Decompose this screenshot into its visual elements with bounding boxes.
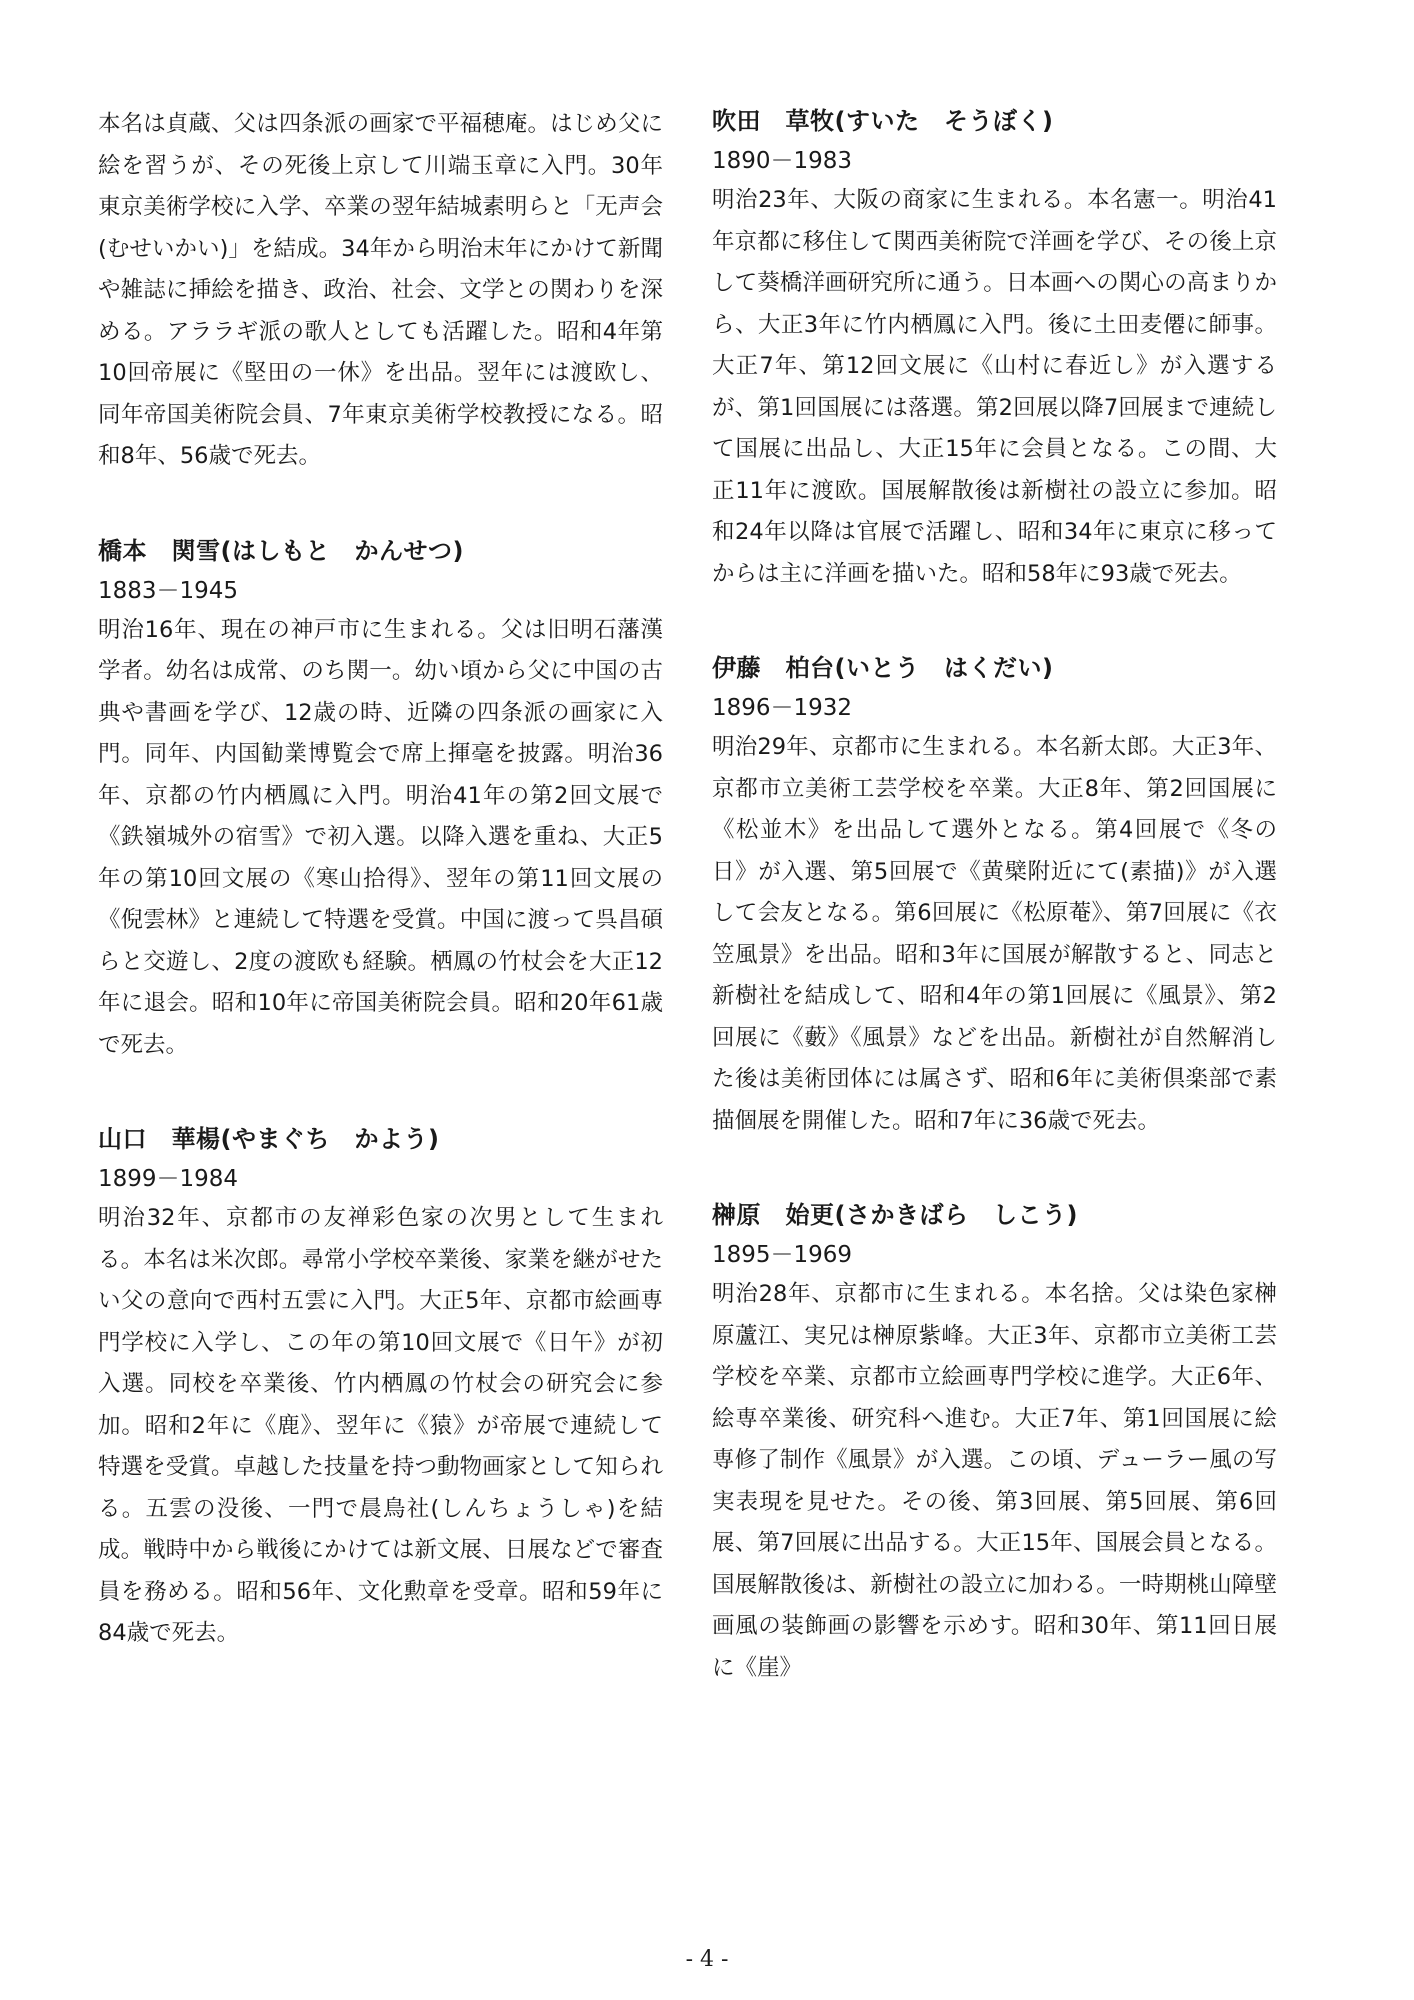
entry-ito-hakudai bbox=[712, 651, 1277, 1142]
entry-years: 1890－1983 bbox=[712, 148, 853, 174]
entry-body: 明治16年、現在の神戸市に生まれる。父は旧明石藩漢学者。幼名は成常、のち関一。幼い頃から父に中国の古典や書画を学び、12歳の時、近隣の四条派の画家に入門。同年、内国勧業博覧会で席上揮毫を披露。明治36年、京都の竹内栖鳳に入門。明治41年の第2回文展で《鉄嶺城外の宿雪》で初入選。以降入選を重ね、大正5年の第10回文展の《寒山拾得》、翌年の第11回文展の《倪雲林》と連続して特選を受賞。中国に渡って呉昌碩らと交遊し、2度の渡欧も経験。栖鳳の竹杖会を大正12年に退会。昭和10年に帝国美術院会員。昭和20年61歳で死去。 bbox=[98, 616, 663, 1058]
entry-body: 明治28年、京都市に生まれる。本名捨。父は染色家榊原蘆江、実兄は榊原紫峰。大正3年、京都市立美術工芸学校を卒業、京都市立絵画専門学校に進学。大正6年、絵専卒業後、研究科へ進む。大正7年、第1回国展に絵専修了制作《風景》が入選。この頃、デューラー風の写実表現を見せた。その後、第3回展、第5回展、第6回展、第7回展に出品する。大正15年、国展会員となる。国展解散後は、新樹社の設立に加わる。一時期桃山障壁画風の装飾画の影響を示めす。昭和30年、第11回日展に《崖》 bbox=[712, 1281, 1277, 1681]
entry-name: 橋本 関雪(はしもと かんせつ) bbox=[98, 536, 464, 565]
left-column bbox=[98, 104, 663, 1711]
entry-name: 榊原 始更(さかきばら しこう) bbox=[712, 1201, 1078, 1229]
entry-name: 吹田 草牧(すいた そうぼく) bbox=[712, 107, 1054, 135]
entry-name: 伊藤 柏台(いとう はくだい) bbox=[712, 654, 1054, 682]
entry-years: 1895－1969 bbox=[712, 1242, 853, 1268]
entry-years: 1899－1984 bbox=[98, 1166, 239, 1192]
entry-years: 1896－1932 bbox=[712, 695, 853, 721]
entry-body: 本名は貞蔵、父は四条派の画家で平福穂庵。はじめ父に絵を習うが、その死後上京して川端玉章に入門。30年東京美術学校に入学、卒業の翌年結城素明らと「无声会(むせいかい)」を結成。34年から明治末年にかけて新聞や雑誌に挿絵を描き、政治、社会、文学との関わりを深める。アララギ派の歌人としても活躍した。昭和4年第10回帝展に《堅田の一休》を出品。翌年には渡欧し、同年帝国美術院会員、7年東京美術学校教授になる。昭和8年、56歳で死去。 bbox=[98, 111, 663, 469]
entry-hashimoto-kansetsu bbox=[98, 534, 663, 1067]
entry-yamaguchi-kayo bbox=[98, 1122, 663, 1655]
entry-suita-sobokU bbox=[712, 104, 1277, 595]
entry-body: 明治29年、京都市に生まれる。本名新太郎。大正3年、京都市立美術工芸学校を卒業。大正8年、第2回国展に《松並木》を出品して選外となる。第4回展で《冬の日》が入選、第5回展で《黄檗附近にて(素描)》が入選して会友となる。第6回展に《松原菴》、第7回展に《衣笠風景》を出品。昭和3年に国展が解散すると、同志と新樹社を結成して、昭和4年の第1回展に《風景》、第2回展に《藪》《風景》などを出品。新樹社が自然解消した後は美術団体には属さず、昭和6年に美術倶楽部で素描個展を開催した。昭和7年に36歳で死去。 bbox=[712, 734, 1277, 1134]
entry-body: 明治32年、京都市の友禅彩色家の次男として生まれる。本名は米次郎。尋常小学校卒業後、家業を継がせたい父の意向で西村五雲に入門。大正5年、京都市絵画専門学校に入学し、この年の第10回文展で《日午》が初入選。同校を卒業後、竹内栖鳳の竹杖会の研究会に参加。昭和2年に《鹿》、翌年に《猿》が帝展で連続して特選を受賞。卓越した技量を持つ動物画家として知られる。五雲の没後、一門で晨鳥社(しんちょうしゃ)を結成。戦時中から戦後にかけては新文展、日展などで審査員を務める。昭和56年、文化勲章を受章。昭和59年に84歳で死去。 bbox=[98, 1205, 663, 1646]
entry-years: 1883－1945 bbox=[98, 577, 239, 604]
entry-body: 明治23年、大阪の商家に生まれる。本名憲一。明治41年京都に移住して関西美術院で洋画を学び、その後上京して葵橋洋画研究所に通う。日本画への関心の高まりから、大正3年に竹内栖鳳に入門。後に土田麦僊に師事。大正7年、第12回文展に《山村に春近し》が入選するが、第1回国展には落選。第2回展以降7回展まで連続して国展に出品し、大正15年に会員となる。この間、大正11年に渡欧。国展解散後は新樹社の設立に参加。昭和24年以降は官展で活躍し、昭和34年に東京に移ってからは主に洋画を描いた。昭和58年に93歳で死去。 bbox=[712, 187, 1277, 587]
entry-hirafuku-continued bbox=[98, 104, 663, 478]
right-column bbox=[712, 104, 1277, 1745]
entry-sakakibara-shiko bbox=[712, 1198, 1277, 1689]
entry-name: 山口 華楊(やまぐち かよう) bbox=[98, 1125, 440, 1153]
page-number: - 4 - bbox=[685, 1947, 729, 1972]
